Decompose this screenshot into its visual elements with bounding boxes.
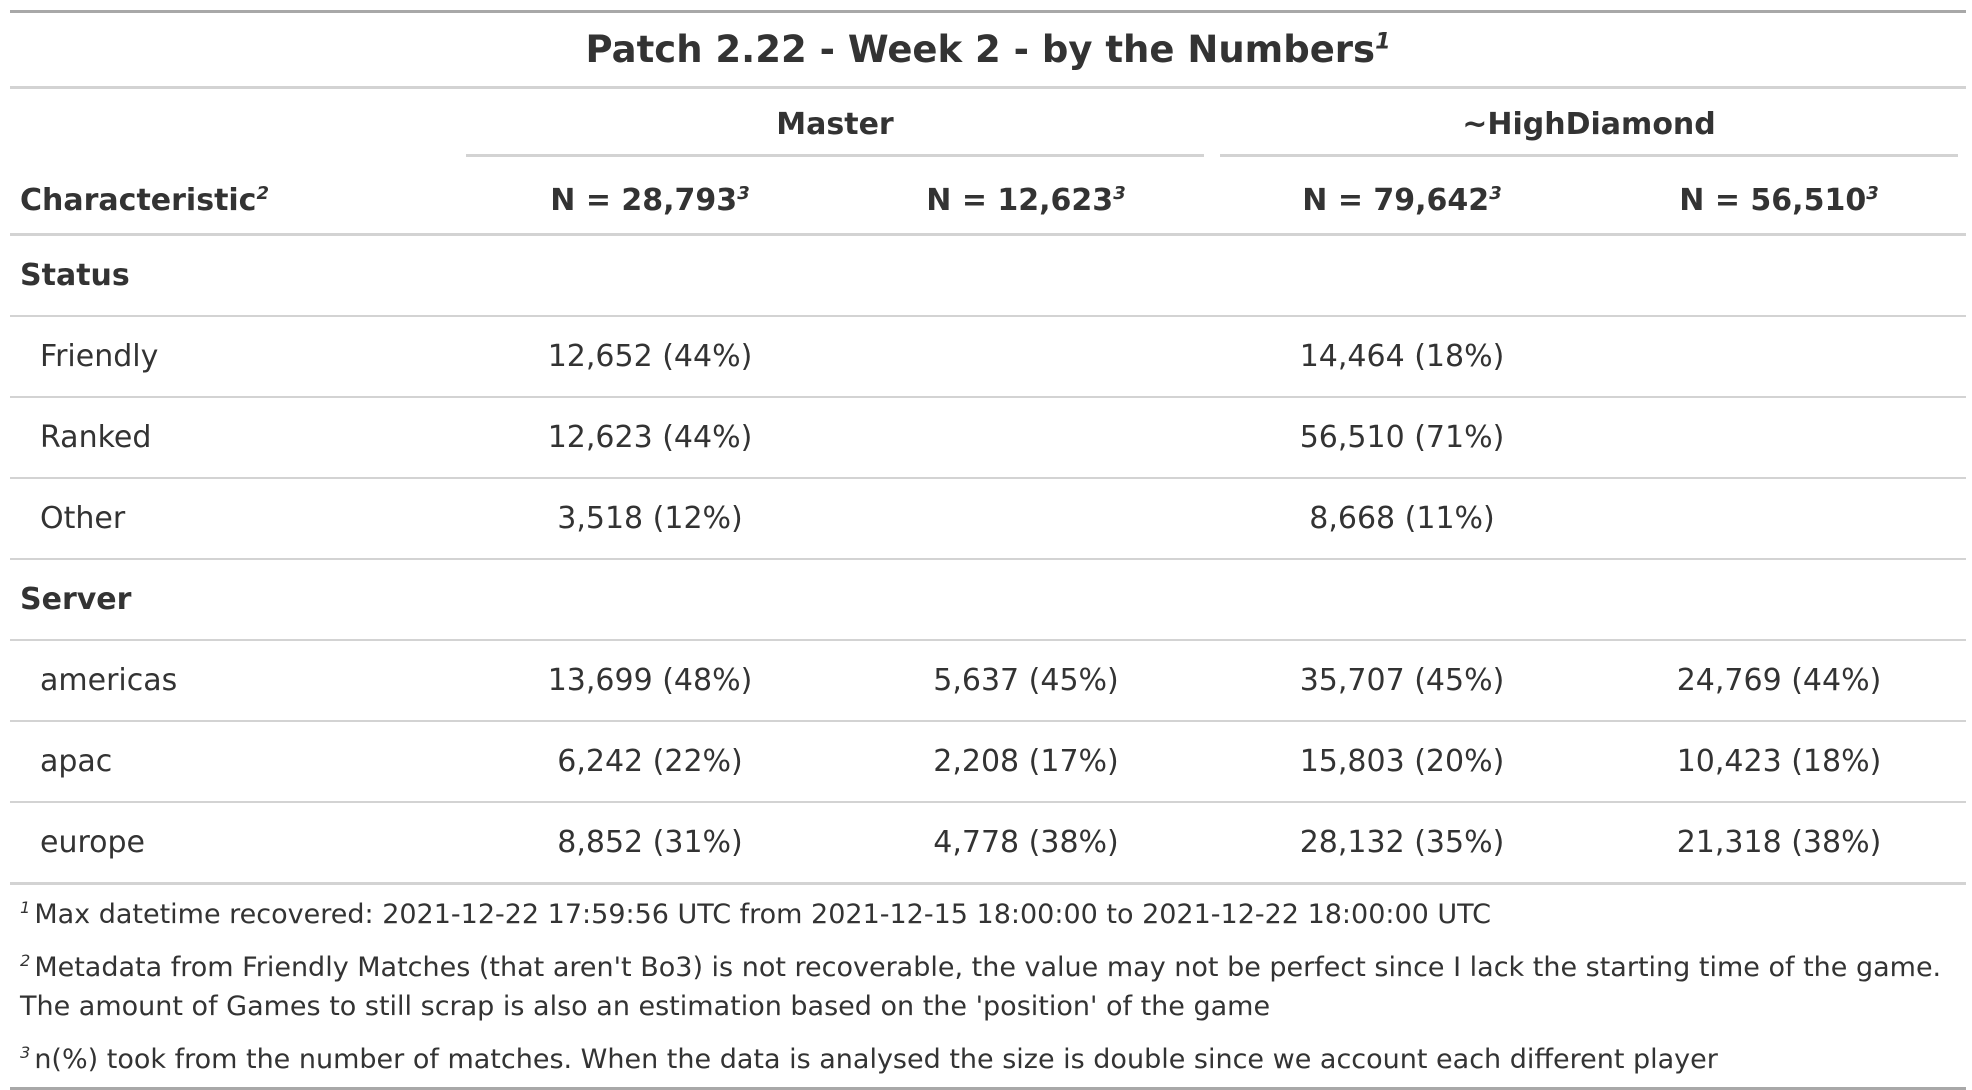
- spanner-highdiamond-label: ~HighDiamond: [1220, 107, 1958, 157]
- table-cell: 10,423 (18%): [1592, 721, 1966, 802]
- column-header-highdiamond-2: [1592, 167, 1966, 235]
- column-footnote-mark: 3: [1489, 182, 1502, 204]
- column-header-master-2: [840, 167, 1212, 235]
- table-cell: 13,699 (48%): [460, 640, 840, 721]
- footnote-2: [10, 934, 1966, 1026]
- table-row: [10, 721, 1966, 802]
- table-cell: 8,852 (31%): [460, 802, 840, 884]
- table-cell: 56,510 (71%): [1212, 397, 1592, 478]
- footnote-1: [10, 884, 1966, 935]
- footnote-3: [10, 1026, 1966, 1089]
- table-cell: [1592, 397, 1966, 478]
- table-cell: [1592, 316, 1966, 397]
- group-label: Status: [10, 235, 1966, 317]
- table-row: [10, 316, 1966, 397]
- row-label: Ranked: [10, 397, 460, 478]
- footnote-mark: 1: [20, 898, 31, 917]
- column-footnote-mark: 3: [737, 182, 750, 204]
- table-cell: [840, 316, 1212, 397]
- column-header-label: N = 12,623: [926, 182, 1114, 218]
- footnote-mark: 2: [20, 951, 31, 970]
- table-cell: 12,623 (44%): [460, 397, 840, 478]
- spanner-master-label: Master: [466, 107, 1204, 157]
- column-footnote-mark: 3: [1113, 182, 1126, 204]
- footnote-mark: 3: [20, 1043, 31, 1062]
- table-cell: 12,652 (44%): [460, 316, 840, 397]
- column-header-master-1: [460, 167, 840, 235]
- row-label: europe: [10, 802, 460, 884]
- table-cell: [840, 397, 1212, 478]
- table-row: [10, 802, 1966, 884]
- column-header-characteristic: [10, 167, 460, 235]
- table-row: [10, 397, 1966, 478]
- footnote-text: Metadata from Friendly Matches (that aren't Bo3) is not recoverable, the value may not be perfect since I lack the starting time of the game. The amount of Games to still scrap is also an estimation based on the 'position' of the game: [20, 952, 1942, 1022]
- row-label: Friendly: [10, 316, 460, 397]
- table-cell: 21,318 (38%): [1592, 802, 1966, 884]
- table-cell: [1592, 478, 1966, 559]
- characteristic-footnote-mark: 2: [256, 182, 270, 204]
- table-cell: 5,637 (45%): [840, 640, 1212, 721]
- summary-table: [10, 10, 1966, 1090]
- table-title-text: Patch 2.22 - Week 2 - by the Numbers: [585, 28, 1376, 71]
- group-row-status: [10, 235, 1966, 317]
- column-header-label: N = 56,510: [1679, 182, 1867, 218]
- row-label: apac: [10, 721, 460, 802]
- footnote-text: n(%) took from the number of matches. When the data is analysed the size is double since we account each different player: [34, 1044, 1718, 1075]
- table-cell: 8,668 (11%): [1212, 478, 1592, 559]
- row-label: americas: [10, 640, 460, 721]
- table-title: [10, 12, 1966, 88]
- table-cell: 15,803 (20%): [1212, 721, 1592, 802]
- table-cell: 2,208 (17%): [840, 721, 1212, 802]
- row-label: Other: [10, 478, 460, 559]
- table-row: [10, 478, 1966, 559]
- title-footnote-mark: 1: [1375, 28, 1391, 55]
- group-row-server: [10, 559, 1966, 640]
- table-cell: 6,242 (22%): [460, 721, 840, 802]
- table-cell: 35,707 (45%): [1212, 640, 1592, 721]
- column-footnote-mark: 3: [1866, 182, 1879, 204]
- table-cell: 14,464 (18%): [1212, 316, 1592, 397]
- table-cell: 28,132 (35%): [1212, 802, 1592, 884]
- characteristic-label: Characteristic: [20, 182, 257, 218]
- group-label: Server: [10, 559, 1966, 640]
- spanner-master: [460, 88, 1212, 168]
- spanner-empty: [10, 88, 460, 168]
- table-cell: 4,778 (38%): [840, 802, 1212, 884]
- column-header-label: N = 79,642: [1302, 182, 1490, 218]
- column-header-highdiamond-1: [1212, 167, 1592, 235]
- spanner-highdiamond: [1212, 88, 1966, 168]
- table-row: [10, 640, 1966, 721]
- table-cell: 24,769 (44%): [1592, 640, 1966, 721]
- table-cell: 3,518 (12%): [460, 478, 840, 559]
- table-cell: [840, 478, 1212, 559]
- column-header-label: N = 28,793: [550, 182, 738, 218]
- footnote-text: Max datetime recovered: 2021-12-22 17:59:56 UTC from 2021-12-15 18:00:00 to 2021-12-22 18:00:00 UTC: [34, 899, 1491, 930]
